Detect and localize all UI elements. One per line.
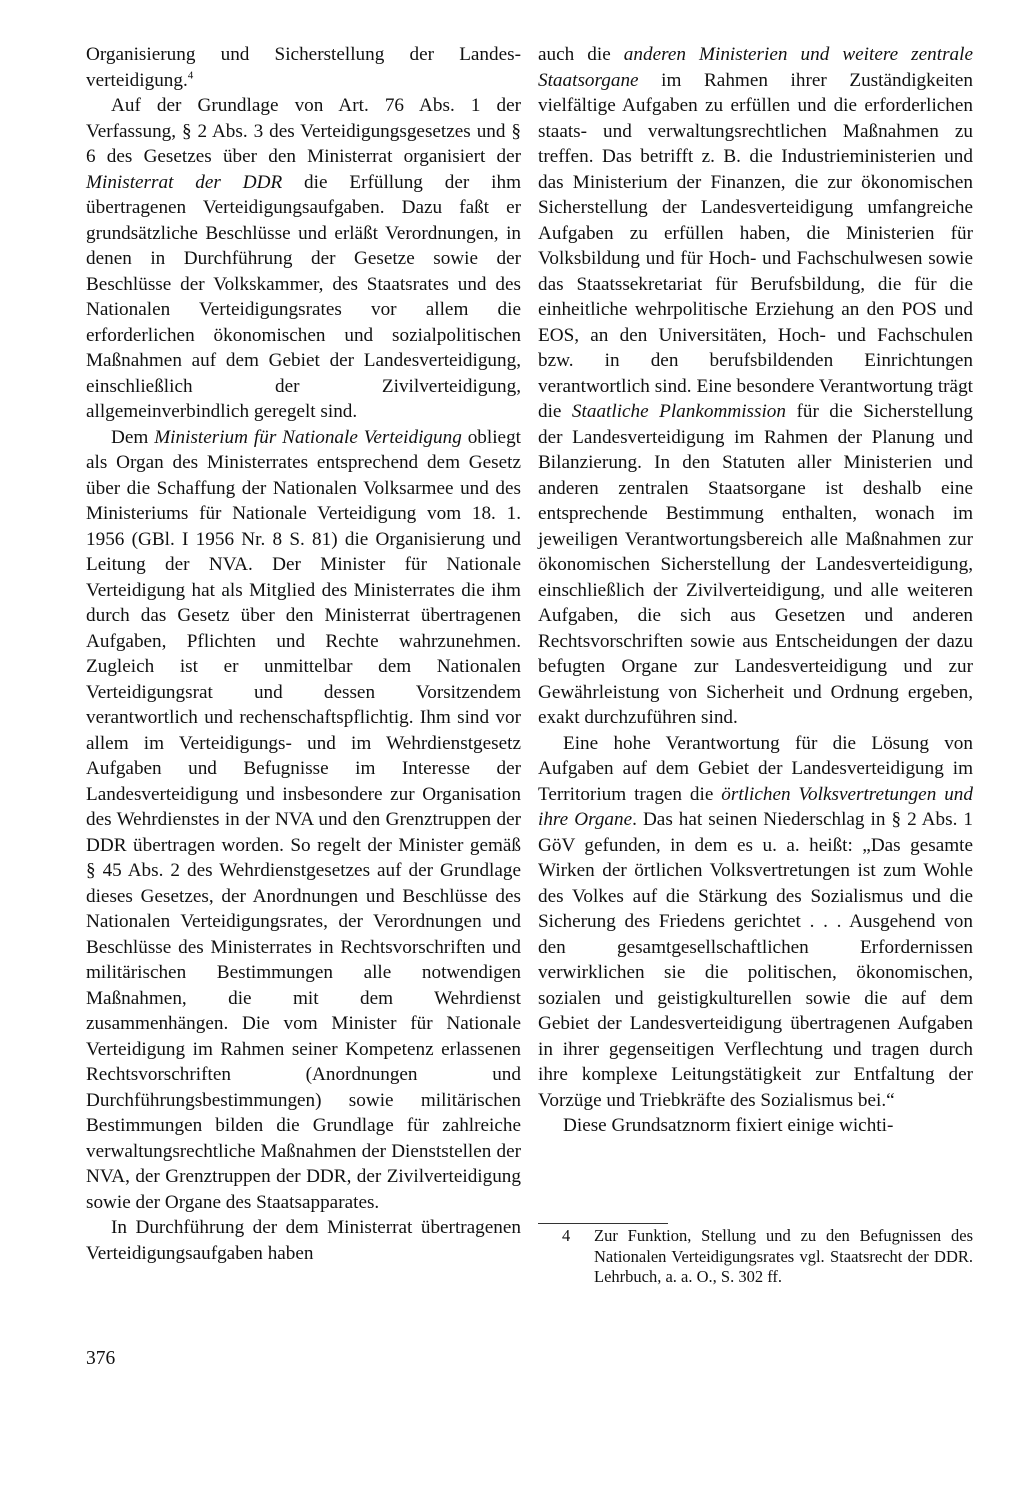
emphasis: Staatliche Plankommission <box>571 401 786 422</box>
paragraph: Diese Grundsatznorm fixiert einige wichti- <box>563 1115 894 1136</box>
paragraph: In Durchführung der dem Ministerrat übertragenen Verteidigungsaufgaben haben <box>86 1217 521 1264</box>
left-text-column <box>86 42 521 1266</box>
paragraph: Auf der Grundlage von Art. 76 Abs. 1 der Verfassung, § 2 Abs. 3 des Verteidigungsgesetzes und § 6 des Gesetzes über den Ministerrat organisiert der Ministerrat der DDR die Erfüllung der ihm übertragenen Verteidigungsaufgaben. Dazu faßt er grundsätzliche Beschlüsse und erläßt Verordnungen, in denen in Durchführung der Gesetze sowie der Beschlüsse der Volkskammer, des Staatsrates und des Nationalen Verteidigungsrates vor allem die erforderlichen ökonomischen und sozialpolitischen Maßnahmen auf dem Gebiet der Landesverteidigung, einschließlich der Zivilverteidigung, allgemeinverbindlich geregelt sind. <box>86 95 521 422</box>
paragraph: Dem Ministerium für Nationale Verteidigung obliegt als Organ des Ministerrates entsprechend dem Gesetz über die Schaffung der Nationalen Volksarmee und des Ministeriums für Nationale Verteidigung vom 18. 1. 1956 (GBl. I 1956 Nr. 8 S. 81) die Organisierung und Leitung der NVA. Der Minister für Nationale Verteidigung hat als Mitglied des Ministerrates die ihm durch das Gesetz über den Ministerrat übertragenen Aufgaben, Pflichten und Rechte wahrzunehmen. Zugleich ist er unmittelbar dem Nationalen Verteidigungsrat und dessen Vorsitzendem verantwortlich und rechenschaftspflichtig. Ihm sind vor allem im Verteidigungs- und im Wehrdienstgesetz Aufgaben und Befugnisse im Interesse der Landesverteidigung und insbesondere zur Organisation des Wehrdienstes in der NVA und den Grenztruppen der DDR übertragen worden. So regelt der Minister gemäß § 45 Abs. 2 des Wehrdienstgesetzes auf der Grundlage dieses Gesetzes, der Anordnungen und Beschlüsse des Nationalen Verteidigungsrates, der Verordnungen und Beschlüsse des Ministerrates in Rechtsvorschriften und militärischen Bestimmungen alle notwendigen Maßnahmen, die mit dem Wehrdienst zusammenhängen. Die vom Minister für Nationale Verteidigung im Rahmen seiner Kompetenz erlassenen Rechtsvorschriften (Anordnungen und Durchführungsbestimmungen) sowie militärischen Bestimmungen bilden die Grundlage für zahlreiche verwaltungsrechtliche Maßnahmen der Dienststellen der NVA, der Grenztruppen der DDR, der Zivilverteidigung sowie der Organe des Staatsapparates. <box>86 426 521 1213</box>
paragraph: auch die anderen Ministerien und weitere zentrale Staatsorgane im Rahmen ihrer Zuständigkeiten vielfältige Aufgaben zu erfüllen und die erforderlichen staats- und verwaltungsrechtlichen Maßnahmen zu treffen. Das betrifft z. B. die Industrieministerien und das Ministerium der Finanzen, die zur ökonomischen Sicherstellung der Landesverteidigung umfangreiche Aufgaben zu erfüllen haben, die Ministerien für Volksbildung und für Hoch- und Fachschulwesen sowie das Staatssekretariat für Berufsbildung, die für die einheitliche wehrpolitische Erziehung an den POS und EOS, an den Universitäten, Hoch- und Fachschulen bzw. in den berufsbildenden Einrichtungen verantwortlich sind. Eine besondere Verantwortung trägt die Staatliche Plankommission für die Sicherstellung der Landesverteidigung im Rahmen der Planung und Bilanzierung. In den Statuten aller Ministerien und anderen zentralen Staatsorgane ist deshalb eine entsprechende Bestimmung enthalten, wonach im jeweiligen Verantwortungsbereich alle Maßnahmen zur ökonomischen Sicherstellung der Landesverteidigung, einschließlich der Zivilverteidigung, und alle weiteren Aufgaben, die sich aus Gesetzen und anderen Rechtsvorschriften sowie aus Entscheidungen der dazu befugten Organe zur Landesverteidigung und zur Gewährleistung von Sicherheit und Ordnung ergeben, exakt durchzuführen sind. <box>538 44 973 728</box>
paragraph: Organisierung und Sicherstellung der Landesverteidigung.$^4$ <box>86 44 521 91</box>
footnote-divider <box>538 1223 668 1224</box>
footnote-reference: 4 <box>187 69 194 82</box>
emphasis: Ministerrat der DDR <box>86 171 283 193</box>
footnote-number: 4 <box>562 1226 571 1245</box>
page-number: 376 <box>86 1348 116 1369</box>
emphasis: anderen Ministerien und weitere zentrale Staatsorgane <box>538 44 973 91</box>
right-text-column <box>538 42 973 1139</box>
emphasis: örtlichen Volksvertretungen und ihre Organe <box>538 783 973 830</box>
footnote <box>538 1226 973 1288</box>
emphasis: Ministerium für Nationale Verteidigung <box>154 426 462 448</box>
footnote-text: Zur Funktion, Stellung und zu den Befugnissen des Nationalen Verteidigungsrates vgl. Staatsrecht der DDR. Lehrbuch, a. a. O., S. 302 ff. <box>594 1226 973 1286</box>
paragraph: Eine hohe Verantwortung für die Lösung von Aufgaben auf dem Gebiet der Landesverteidigung im Territorium tragen die örtlichen Volksvertretungen und ihre Organe. Das hat seinen Niederschlag in § 2 Abs. 1 GöV gefunden, in dem es u. a. heißt: „Das gesamte Wirken der örtlichen Volksvertretungen ist zum Wohle des Volkes auf die Stärkung des Sozialismus und die Sicherung des Friedens gerichtet . . . Ausgehend von den gesamtgesellschaftlichen Erfordernissen verwirklichen sie die politischen, ökonomischen, sozialen und geistigkulturellen sowie die auf dem Gebiet der Landesverteidigung übertragenen Aufgaben in ihrer gegenseitigen Verflechtung und tragen durch ihre komplexe Leitungstätigkeit zur Entfaltung der Vorzüge und Triebkräfte des Sozialismus bei.“ <box>538 732 973 1111</box>
